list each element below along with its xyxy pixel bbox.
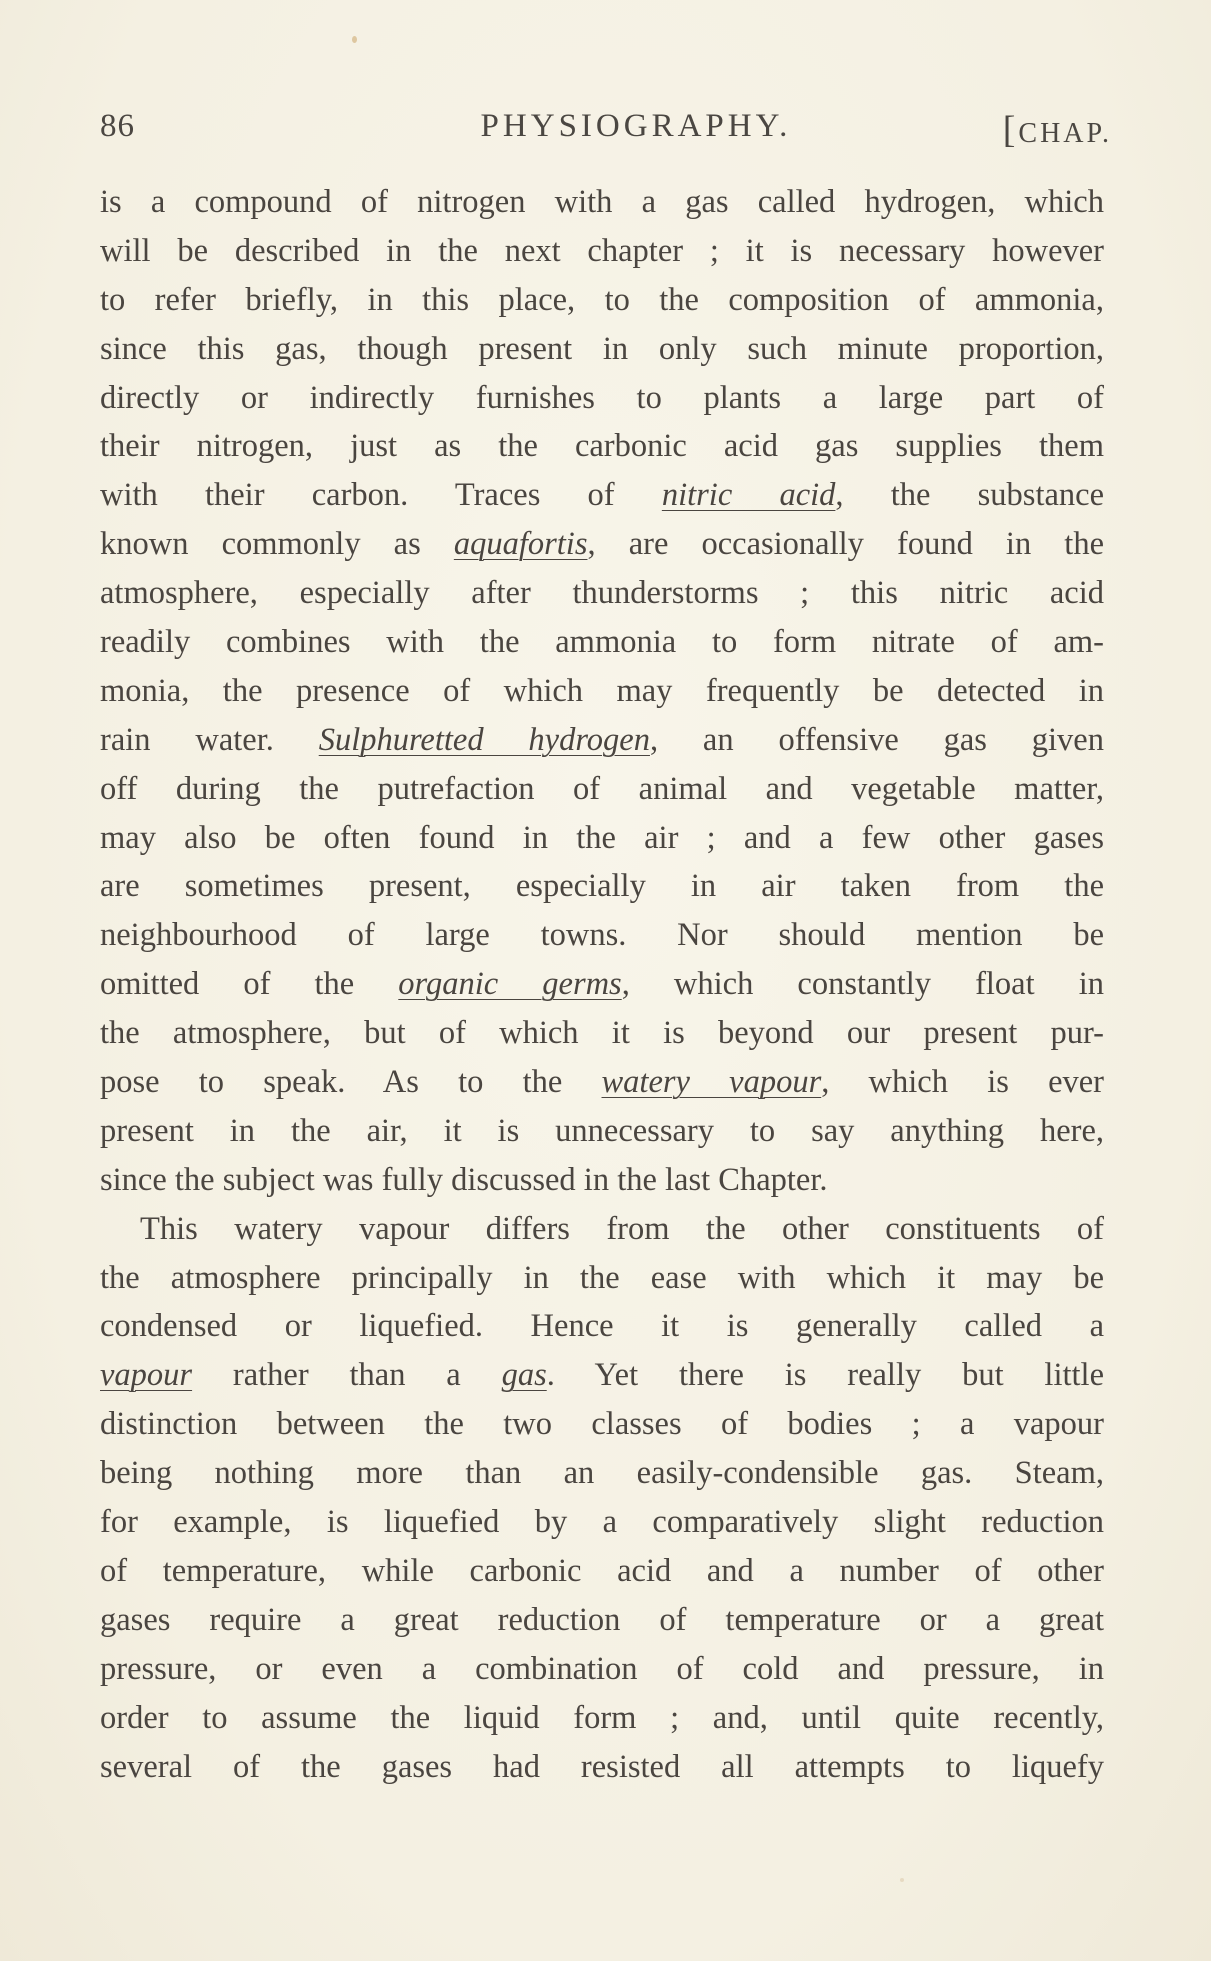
text-line: [100, 422, 1104, 471]
text-line: [100, 325, 1104, 374]
chapter-bracket: [: [1002, 109, 1019, 151]
text-run: readily combines with the ammonia to form nitrate of am-: [100, 624, 1104, 661]
text-line: [100, 765, 1104, 814]
text-run: distinction between the two classes of bodies ; a vapour: [100, 1406, 1104, 1443]
text-line: [100, 520, 1104, 569]
text-line: [100, 1351, 1104, 1400]
italic-term: Sulphuretted hydrogen: [318, 721, 650, 758]
text-line: [100, 471, 1104, 520]
text-run: pressure, or even a combination of cold and pressure, in: [100, 1650, 1104, 1687]
text-run: will be described in the next chapter ; it is necessary however: [100, 232, 1104, 269]
text-line: [100, 1547, 1104, 1596]
text-line: [100, 1449, 1104, 1498]
text-line: [100, 667, 1104, 716]
text-line: [100, 1400, 1104, 1449]
text-line: [100, 1302, 1104, 1351]
text-run: for example, is liquefied by a comparatively slight reduction: [100, 1504, 1104, 1541]
text-run: are sometimes present, especially in air taken from the: [100, 868, 1104, 905]
text-run: several of the gases had resisted all attempts to liquefy: [100, 1748, 1104, 1785]
paper-speck: [900, 1878, 904, 1882]
text-line: [100, 618, 1104, 667]
text-run: of temperature, while carbonic acid and a number of other: [100, 1552, 1104, 1589]
text-run: may also be often found in the air ; and a few other gases: [100, 819, 1104, 856]
text-run: condensed or liquefied. Hence it is generally called a: [100, 1308, 1104, 1345]
text-line: [100, 1107, 1104, 1156]
text-run: since this gas, though present in only such minute proportion,: [100, 330, 1104, 367]
chapter-label: CHAP.: [1018, 118, 1112, 149]
text-run: . Yet there is really but little: [546, 1357, 1105, 1394]
text-run: with their carbon. Traces of: [100, 477, 662, 514]
page-header: [100, 108, 1112, 158]
text-run: , the substance: [835, 477, 1105, 514]
text-run: present in the air, it is unnecessary to say anything here,: [100, 1112, 1104, 1149]
text-run: known commonly as: [100, 526, 454, 563]
text-line: [100, 1743, 1104, 1792]
text-line: [100, 1596, 1104, 1645]
text-run: atmosphere, especially after thunderstorms ; this nitric acid: [100, 575, 1104, 612]
italic-term: organic germs: [398, 966, 622, 1003]
text-run: directly or indirectly furnishes to plants a large part of: [100, 379, 1104, 416]
body-text: [100, 178, 1104, 1791]
text-line: [100, 960, 1104, 1009]
text-line: [100, 1009, 1104, 1058]
text-line: [100, 1498, 1104, 1547]
text-line: [100, 1156, 1104, 1205]
text-run: order to assume the liquid form ; and, until quite recently,: [100, 1699, 1104, 1736]
italic-term: watery vapour: [601, 1064, 822, 1101]
text-line: [100, 569, 1104, 618]
text-run: This watery vapour differs from the other constituents of: [140, 1210, 1104, 1247]
italic-term: gas: [501, 1357, 547, 1394]
text-line: [100, 1694, 1104, 1743]
italic-term: aquafortis: [453, 526, 588, 563]
text-run: neighbourhood of large towns. Nor should mention be: [100, 917, 1104, 954]
italic-term: vapour: [100, 1357, 193, 1394]
page-number: 86: [100, 108, 135, 144]
running-title: PHYSIOGRAPHY.: [480, 108, 792, 144]
text-run: rain water.: [100, 721, 319, 758]
text-run: since the subject was fully discussed in the last Chapter.: [100, 1161, 828, 1198]
text-line: [100, 374, 1104, 423]
text-line: [100, 1058, 1104, 1107]
text-run: to refer briefly, in this place, to the composition of ammonia,: [100, 281, 1104, 318]
text-line: [100, 276, 1104, 325]
text-run: the atmosphere principally in the ease with which it may be: [100, 1259, 1104, 1296]
text-line: [100, 716, 1104, 765]
text-run: omitted of the: [100, 966, 399, 1003]
paper-speck: [352, 36, 357, 43]
text-line: [100, 1645, 1104, 1694]
text-line: [100, 862, 1104, 911]
text-run: being nothing more than an easily-condensible gas. Steam,: [100, 1455, 1104, 1492]
paragraph-first-line: [100, 1205, 1104, 1254]
text-line: [100, 178, 1104, 227]
chapter-mark: [1003, 108, 1112, 152]
text-line: [100, 227, 1104, 276]
text-run: rather than a: [192, 1357, 502, 1394]
text-run: gases require a great reduction of temperature or a great: [100, 1601, 1104, 1638]
text-run: , an offensive gas given: [649, 721, 1104, 758]
text-run: off during the putrefaction of animal and vegetable matter,: [100, 770, 1104, 807]
italic-term: nitric acid: [661, 477, 836, 514]
text-line: [100, 814, 1104, 863]
text-line: [100, 911, 1104, 960]
text-run: , are occasionally found in the: [587, 526, 1104, 563]
text-line: [100, 1254, 1104, 1303]
text-run: monia, the presence of which may frequently be detected in: [100, 672, 1104, 709]
text-run: is a compound of nitrogen with a gas called hydrogen, which: [100, 184, 1104, 220]
text-run: , which is ever: [821, 1064, 1104, 1101]
text-run: the atmosphere, but of which it is beyond our present pur-: [100, 1015, 1104, 1052]
text-run: , which constantly float in: [621, 966, 1104, 1003]
text-run: pose to speak. As to the: [100, 1064, 602, 1101]
text-run: their nitrogen, just as the carbonic acid gas supplies them: [100, 428, 1104, 465]
